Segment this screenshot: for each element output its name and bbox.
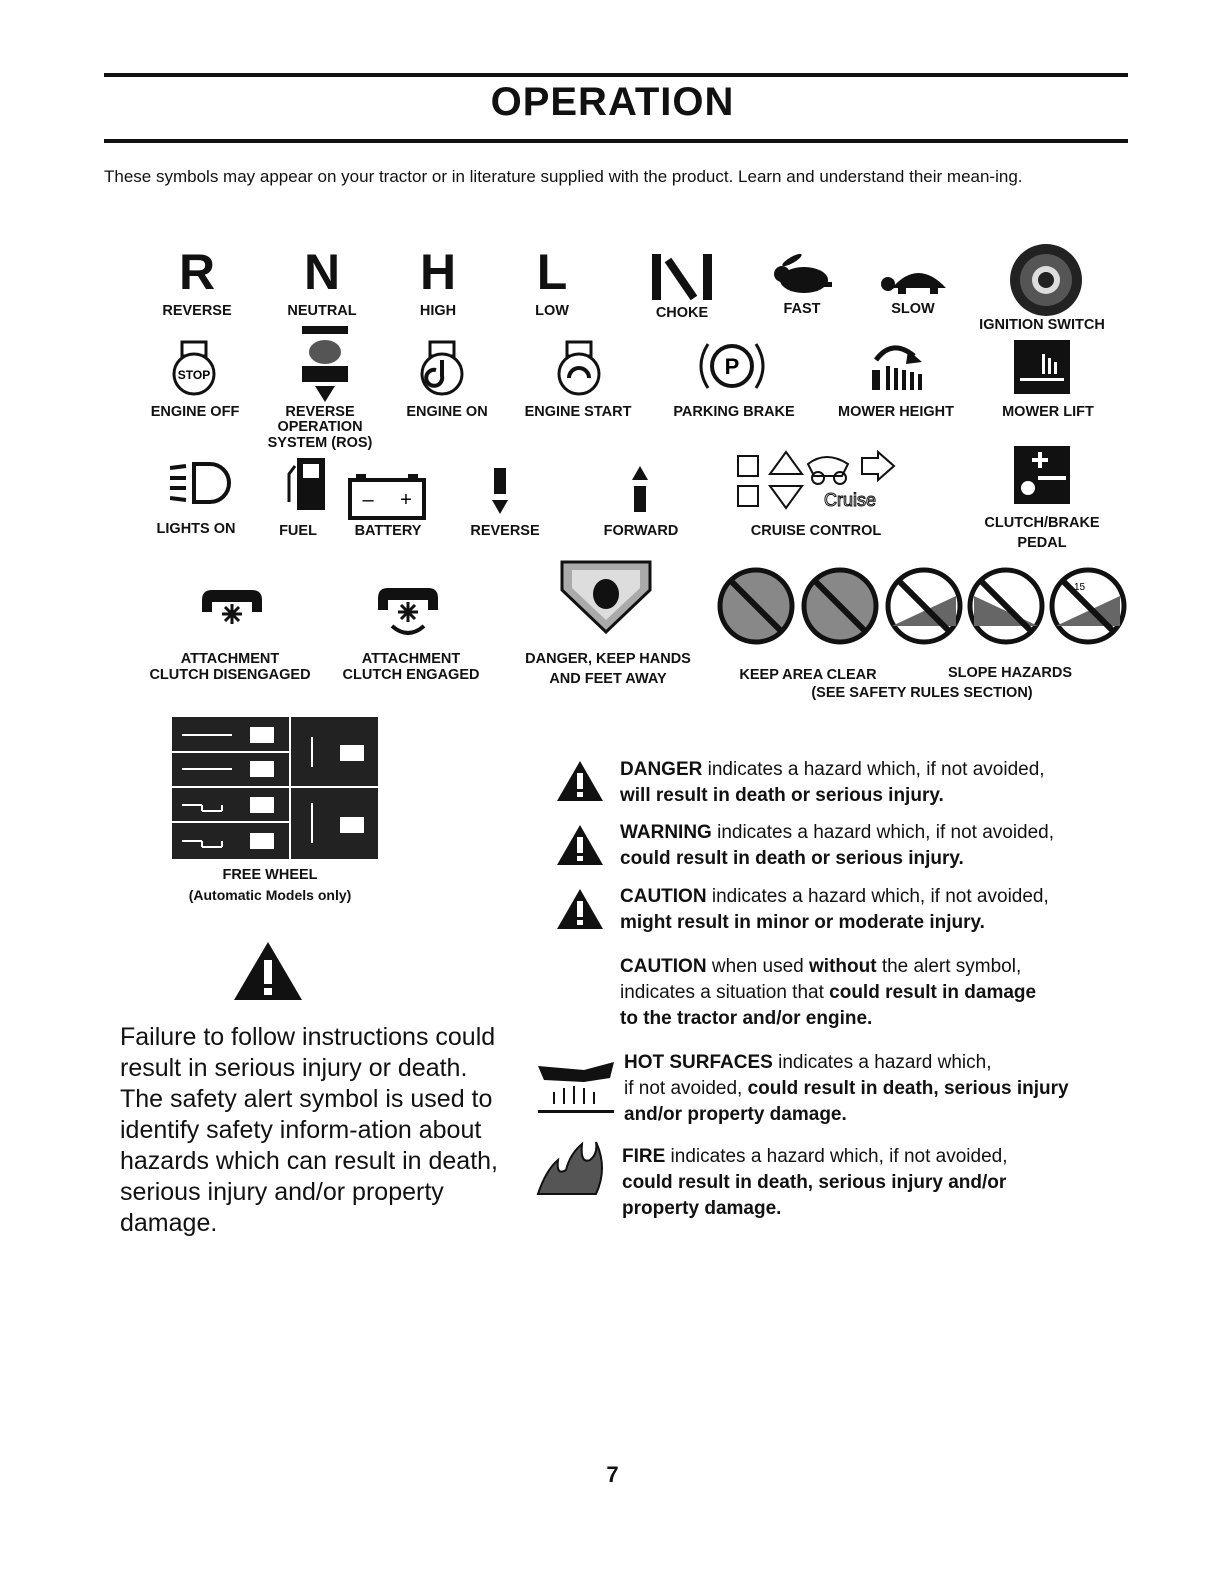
warning-word: WARNING xyxy=(620,822,712,843)
see-safety-label: (SEE SAFETY RULES SECTION) xyxy=(811,685,1033,701)
hot-surfaces-icon xyxy=(534,1056,618,1116)
danger-line2 xyxy=(620,783,1140,808)
caution2-line2 xyxy=(620,980,1140,1005)
ignition-switch-label: IGNITION SWITCH xyxy=(979,317,1105,333)
page-number: 7 xyxy=(606,1462,619,1487)
caution2-word: CAUTION xyxy=(620,956,707,977)
fire-line2-text: could result in death, serious injury and/or xyxy=(622,1172,1007,1193)
mower-lift-icon xyxy=(1014,340,1070,394)
mower-height-icon xyxy=(868,340,934,394)
warning-rest: indicates a hazard which, if not avoided, xyxy=(711,822,1055,843)
clutch-brake-label-line2: PEDAL xyxy=(1017,535,1067,551)
attachment-engaged-line1: ATTACHMENT xyxy=(361,651,461,667)
reverse-arrow-icon xyxy=(488,464,512,516)
cruise-control-icon xyxy=(730,446,920,514)
caution2-line2b: could result in damage xyxy=(829,982,1037,1003)
lights-on-icon xyxy=(170,458,234,508)
caution2-line1 xyxy=(620,954,1140,979)
warning-bold: could result in death or serious injury. xyxy=(620,848,964,869)
danger-word: DANGER xyxy=(620,759,703,780)
intro-text: These symbols may appear on your tractor or in literature supplied with the product. Learn and understand their mean-ing. xyxy=(104,167,1023,186)
attachment-disengaged-line2: CLUTCH DISENGAGED xyxy=(149,667,311,683)
low-label: LOW xyxy=(535,303,569,319)
attachment-disengaged-line1: ATTACHMENT xyxy=(180,651,280,667)
low-letter: L xyxy=(536,244,568,300)
choke-label: CHOKE xyxy=(655,305,709,321)
lights-on-label: LIGHTS ON xyxy=(156,521,236,537)
rabbit-fast-icon xyxy=(770,252,836,298)
fuel-label: FUEL xyxy=(279,523,317,539)
hot-line2a: if not avoided, xyxy=(624,1078,748,1099)
engine-start-label: ENGINE START xyxy=(524,404,632,420)
high-label: HIGH xyxy=(419,303,457,319)
danger-hands-line1: DANGER, KEEP HANDS xyxy=(525,651,691,667)
clutch-brake-label-line1: CLUTCH/BRAKE xyxy=(984,515,1100,531)
reverse-label: REVERSE xyxy=(162,303,232,319)
attachment-disengaged-icon xyxy=(200,586,264,626)
caution2-p2: the alert symbol, xyxy=(876,956,1022,977)
forward-label: FORWARD xyxy=(603,523,679,539)
fire-line1 xyxy=(622,1144,1142,1169)
fire-icon xyxy=(536,1140,604,1196)
battery-minus: – xyxy=(362,489,374,511)
top-rule xyxy=(104,73,1128,77)
battery-label: BATTERY xyxy=(354,523,422,539)
attachment-engaged-icon xyxy=(376,584,440,640)
caution2-line2a: indicates a situation that xyxy=(620,982,830,1003)
page-title: OPERATION xyxy=(490,80,735,124)
engine-off-icon xyxy=(170,340,218,396)
attachment-engaged-line2: CLUTCH ENGAGED xyxy=(342,667,480,683)
battery-plus: + xyxy=(400,489,412,511)
slope-mark: 15 xyxy=(1074,582,1086,593)
hot-line1 xyxy=(624,1050,1144,1075)
danger-line1 xyxy=(620,757,1140,782)
stop-icon-text: STOP xyxy=(177,368,211,382)
caution-line1 xyxy=(620,884,1140,909)
parking-brake-icon-text: P xyxy=(724,354,740,379)
hot-line3 xyxy=(624,1102,1144,1127)
failure-text: Failure to follow instructions could result in serious injury or death. The safety alert symbol is used to identify safety inform-ation about hazards which can result in death, serious injury and/or property damage. xyxy=(120,1023,498,1237)
turtle-slow-icon xyxy=(878,258,958,298)
parking-brake-icon xyxy=(698,338,766,394)
hot-word: HOT SURFACES xyxy=(624,1052,773,1073)
choke-icon xyxy=(650,252,714,302)
warning-alert-icon xyxy=(556,824,604,866)
caution2-p1: when used xyxy=(706,956,810,977)
hot-line2b: could result in death, serious injury xyxy=(747,1078,1069,1099)
fuel-icon xyxy=(285,456,329,512)
caution2-line3 xyxy=(620,1006,1140,1031)
ignition-switch-icon xyxy=(1008,242,1084,318)
danger-rest: indicates a hazard which, if not avoided, xyxy=(702,759,1045,780)
forward-arrow-icon xyxy=(628,464,652,516)
reverse-direction-label: REVERSE xyxy=(470,523,540,539)
hot-line2 xyxy=(624,1076,1144,1101)
caution-word: CAUTION xyxy=(620,886,707,907)
neutral-letter: N xyxy=(303,244,341,300)
caution-alert-icon xyxy=(556,888,604,930)
engine-start-icon xyxy=(555,340,603,396)
caution2-line3-text: to the tractor and/or engine. xyxy=(620,1008,873,1029)
danger-bold: will result in death or serious injury. xyxy=(620,785,944,806)
cruise-control-label: CRUISE CONTROL xyxy=(750,523,882,539)
battery-icon xyxy=(348,474,428,520)
free-wheel-diagram xyxy=(172,717,378,859)
ros-icon xyxy=(298,322,352,406)
danger-hands-line2: AND FEET AWAY xyxy=(549,671,667,687)
free-wheel-icon xyxy=(172,717,378,859)
hot-rest: indicates a hazard which, xyxy=(772,1052,992,1073)
free-wheel-line1: FREE WHEEL xyxy=(222,867,318,883)
engine-on-icon xyxy=(418,340,466,396)
fire-line3-text: property damage. xyxy=(622,1198,782,1219)
free-wheel-line2: (Automatic Models only) xyxy=(188,887,352,903)
high-letter: H xyxy=(419,244,457,300)
ros-label-line1: REVERSE xyxy=(285,404,355,420)
fire-rest: indicates a hazard which, if not avoided, xyxy=(665,1146,1008,1167)
caution2-without: without xyxy=(809,956,877,977)
fast-label: FAST xyxy=(783,301,821,317)
caution-line2 xyxy=(620,910,1140,935)
reverse-letter: R xyxy=(178,244,216,300)
ros-label-line2: OPERATION xyxy=(277,419,363,435)
clutch-brake-icon xyxy=(1014,446,1070,504)
fire-word: FIRE xyxy=(622,1146,666,1167)
parking-brake-label: PARKING BRAKE xyxy=(673,404,795,420)
cruise-icon-text: Cruise xyxy=(823,490,877,510)
neutral-label: NEUTRAL xyxy=(287,303,357,319)
fire-line2 xyxy=(622,1170,1142,1195)
mower-lift-label: MOWER LIFT xyxy=(1002,404,1094,420)
keep-area-clear-label: KEEP AREA CLEAR xyxy=(739,667,877,683)
slow-label: SLOW xyxy=(891,301,935,317)
slope-hazards-icon xyxy=(884,566,1128,646)
fire-line3 xyxy=(622,1196,1142,1221)
ros-label-line3: SYSTEM (ROS) xyxy=(267,435,373,451)
safety-alert-icon xyxy=(232,940,304,1002)
keep-area-clear-icon xyxy=(716,566,882,646)
danger-alert-icon xyxy=(556,760,604,802)
caution-bold: might result in minor or moderate injury. xyxy=(620,912,985,933)
warning-line1 xyxy=(620,820,1140,845)
engine-on-label: ENGINE ON xyxy=(406,404,488,420)
slope-hazards-label: SLOPE HAZARDS xyxy=(947,665,1073,681)
hot-line3-text: and/or property damage. xyxy=(624,1104,847,1125)
warning-line2 xyxy=(620,846,1140,871)
caution-rest: indicates a hazard which, if not avoided, xyxy=(706,886,1049,907)
engine-off-label: ENGINE OFF xyxy=(150,404,240,420)
mower-height-label: MOWER HEIGHT xyxy=(838,404,954,420)
title-rule xyxy=(104,139,1128,143)
danger-hands-icon xyxy=(560,560,652,634)
